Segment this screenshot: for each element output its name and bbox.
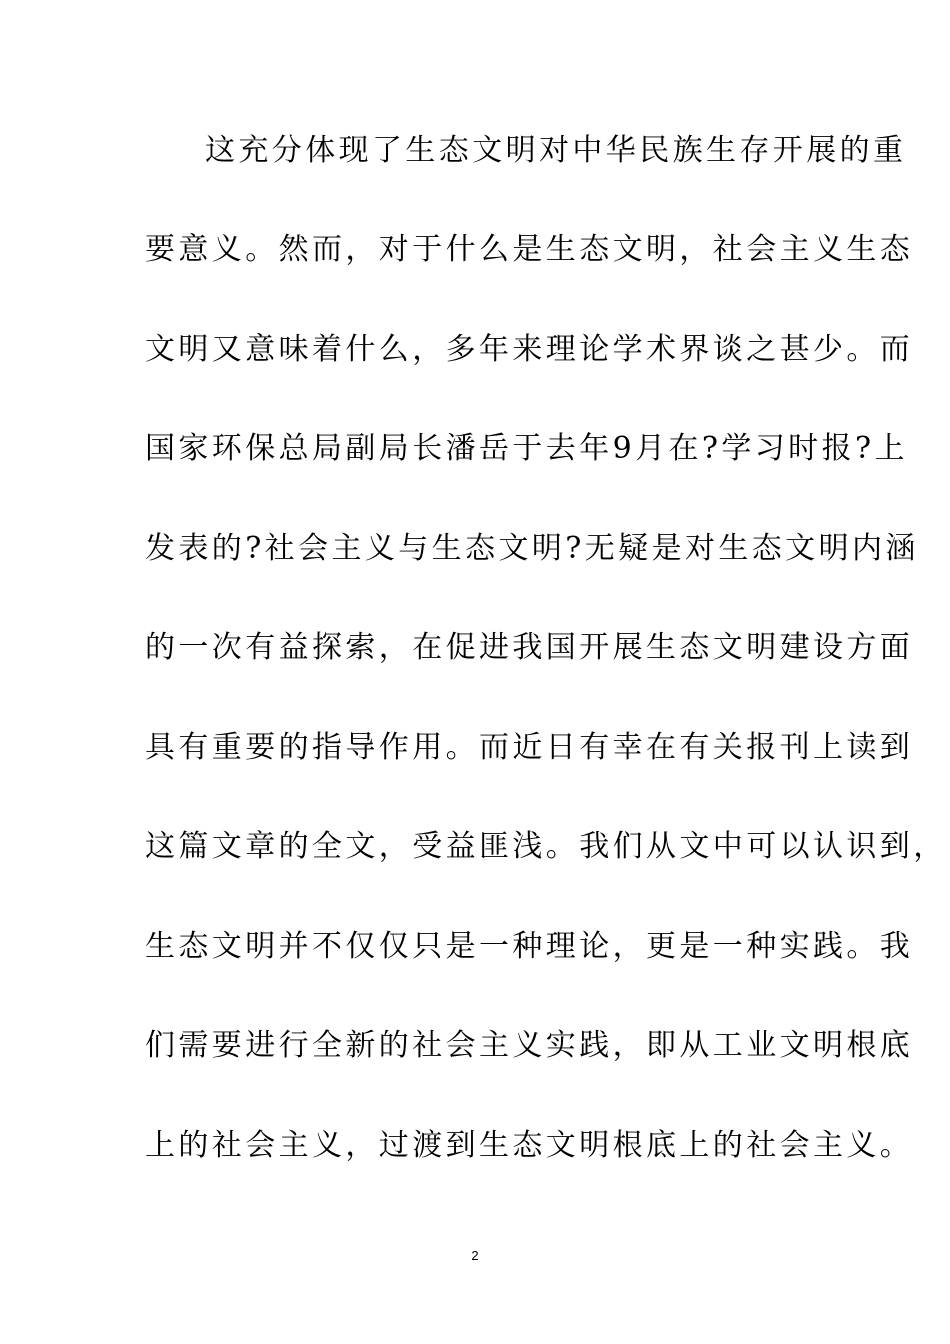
text-line-1: 这充分体现了生态文明对中华民族生存开展的重 — [205, 133, 907, 168]
text-line-10: 们需要进行全新的社会主义实践，即从工业文明根底 — [145, 1028, 914, 1063]
text-line-8: 这篇文章的全文，受益匪浅。我们从文中可以认识到， — [145, 829, 947, 864]
text-line-7: 具有重要的指导作用。而近日有幸在有关报刊上读到 — [145, 730, 914, 765]
text-line-9: 生态文明并不仅仅只是一种理论，更是一种实践。我 — [145, 929, 914, 964]
text-line-4: 国家环保总局副局长潘岳于去年9月在?学习时报?上 — [145, 431, 908, 466]
page-number: 2 — [471, 1248, 479, 1263]
text-line-11: 上的社会主义，过渡到生态文明根底上的社会主义。 — [145, 1128, 914, 1163]
text-line-2: 要意义。然而，对于什么是生态文明，社会主义生态 — [145, 232, 914, 267]
text-line-6: 的一次有益探索，在促进我国开展生态文明建设方面 — [145, 630, 914, 665]
text-line-5: 发表的?社会主义与生态文明?无疑是对生态文明内涵 — [145, 531, 919, 566]
text-line-3: 文明又意味着什么，多年来理论学术界谈之甚少。而 — [145, 332, 914, 367]
